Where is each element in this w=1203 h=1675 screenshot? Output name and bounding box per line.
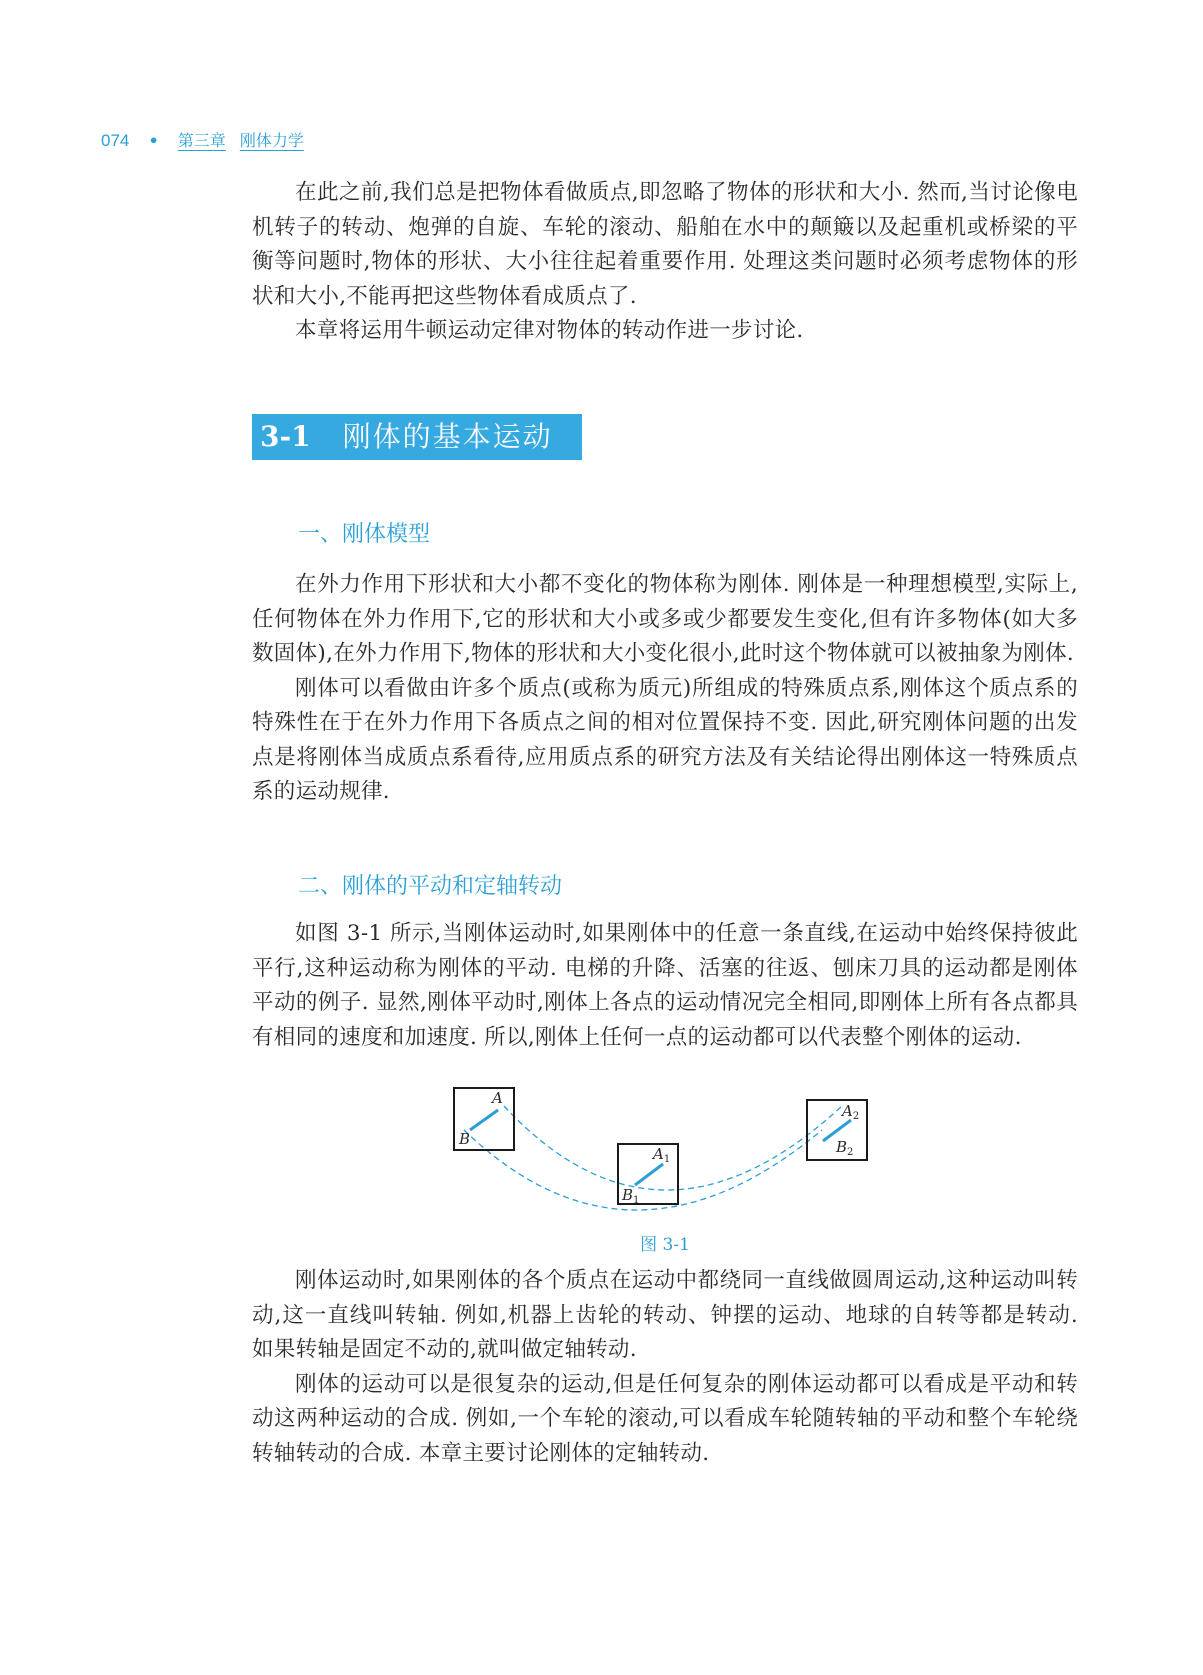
intro-paragraph: 本章将运用牛顿运动定律对物体的转动作进一步讨论.: [295, 318, 804, 343]
page-number: 074: [101, 131, 130, 150]
segment-a1b1: [635, 1164, 663, 1185]
body-paragraph: 在外力作用下形状和大小都不变化的物体称为刚体. 刚体是一种理想模型,实际上,任何物体在外力作用下,它的形状和大小或多或少都要发生变化,但有许多物体(如大多数固体),在外力作用下,物体的形状和大小变化很小,此时这个物体就可以被抽象为刚体.: [252, 572, 1078, 666]
running-header: [101, 128, 304, 151]
body-paragraph: 如图 3-1 所示,当刚体运动时,如果刚体中的任意一条直线,在运动中始终保持彼此平行,这种运动称为刚体的平动. 电梯的升降、活塞的往返、刨床刀具的运动都是刚体平动的例子. 显然,刚体平动时,刚体上各点的运动情况完全相同,即刚体上所有各点都具有相同的速度和加速度. 所以,刚体上任何一点的运动都可以代表整个刚体的运动.: [252, 921, 1078, 1050]
figure-caption: 图 3-1: [640, 1235, 690, 1255]
label-a: A: [492, 1089, 503, 1107]
segment-ab: [470, 1110, 498, 1130]
translation-diagram: [450, 1084, 880, 1224]
trajectory-curve-b: [464, 1130, 822, 1210]
chapter-title: 刚体力学: [239, 131, 304, 150]
chapter-heading: [178, 131, 304, 150]
body-paragraph: 刚体运动时,如果刚体的各个质点在运动中都绕同一直线做圆周运动,这种运动叫转动,这一直线叫转轴. 例如,机器上齿轮的转动、钟摆的运动、地球的自转等都是转动. 如果转轴是固定不动的,就叫做定轴转动.: [252, 1268, 1078, 1362]
subsection-heading: 二、刚体的平动和定轴转动: [298, 874, 563, 899]
bullet-dot: •: [148, 131, 159, 150]
body-paragraph: 刚体的运动可以是很复杂的运动,但是任何复杂的刚体运动都可以看成是平动和转动这两种运动的合成. 例如,一个车轮的滚动,可以看成车轮随转轴的平动和整个车轮绕转轴转动的合成. 本章主要讨论刚体的定轴转动.: [252, 1371, 1078, 1466]
label-b1: $B_1$: [622, 1186, 640, 1206]
subsection1-body: [252, 568, 1078, 810]
section-title: 刚体的基本运动: [342, 420, 553, 453]
section-number: 3-1: [260, 420, 311, 453]
intro-paragraph: 在此之前,我们总是把物体看做质点,即忽略了物体的形状和大小. 然而,当讨论像电机转子的转动、炮弹的自旋、车轮的滚动、船舶在水中的颠簸以及起重机或桥梁的平衡等问题时,物体的形状、大小往往起着重要作用. 处理这类问题时必须考虑物体的形状和大小,不能再把这些物体看成质点了.: [252, 180, 1078, 309]
trajectory-curve-a: [504, 1106, 842, 1190]
label-a2: $A_2$: [842, 1102, 860, 1122]
body-paragraph: 刚体可以看做由许多个质点(或称为质元)所组成的特殊质点系,刚体这个质点系的特殊性在于在外力作用下各质点之间的相对位置保持不变. 因此,研究刚体问题的出发点是将刚体当成质点系看待,应用质点系的研究方法及有关结论得出刚体这一特殊质点系的运动规律.: [252, 675, 1078, 804]
label-a1: $A_1$: [653, 1145, 671, 1165]
label-b2: $B_2$: [836, 1138, 854, 1158]
label-b: B: [459, 1130, 471, 1148]
subsection2-body-after-figure: [252, 1264, 1078, 1471]
subsection-heading: 一、刚体模型: [298, 522, 431, 547]
chapter-number: 第三章: [177, 131, 226, 150]
intro-block: [252, 176, 1078, 349]
subsection2-body-before-figure: [252, 917, 1078, 1055]
section-title-banner: [252, 414, 582, 460]
